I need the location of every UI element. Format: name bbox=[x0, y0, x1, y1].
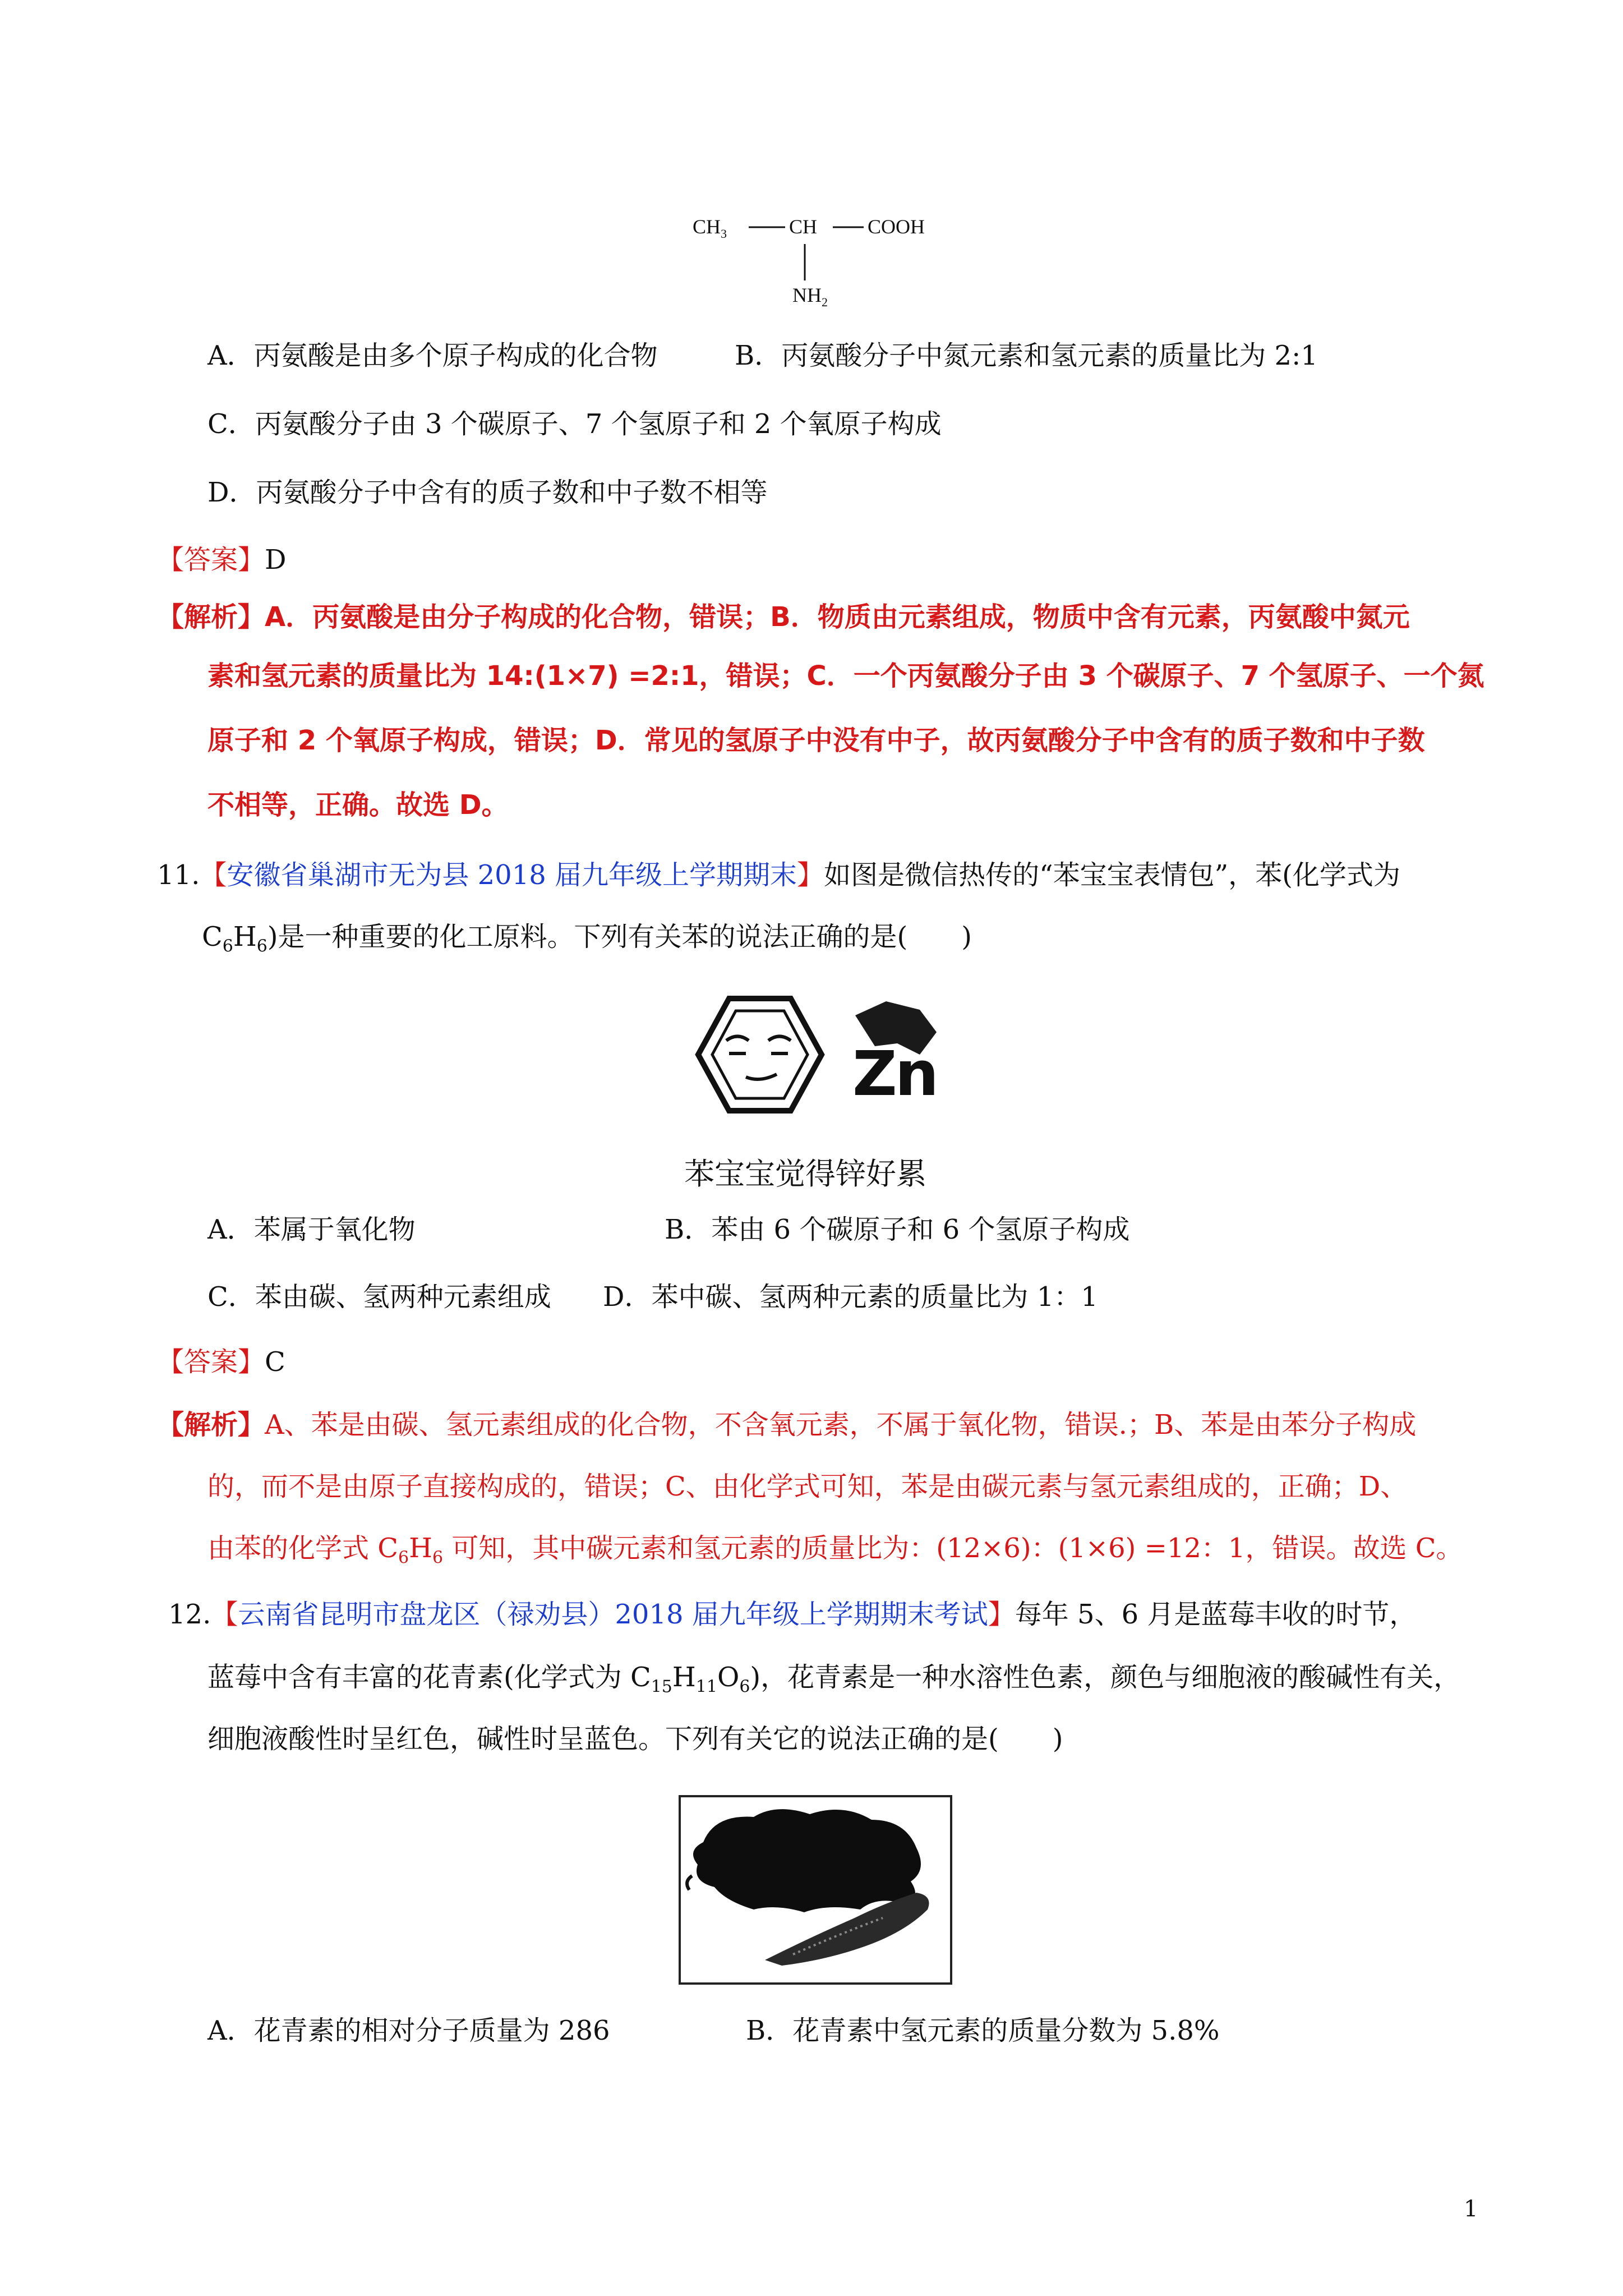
q11-option-a: A．苯属于氧化物 bbox=[208, 1214, 416, 1245]
q10-option-a: A．丙氨酸是由多个原子构成的化合物 bbox=[208, 340, 658, 371]
q11-analysis-tag: 【解析】 bbox=[157, 1409, 265, 1441]
blueberry-illustration bbox=[681, 1797, 950, 1982]
q11-analysis-line-2: 的，而不是由原子直接构成的，错误；C、由化学式可知，苯是由碳元素与氢元素组成的，正确；D、 bbox=[208, 1471, 1408, 1502]
q10-analysis-line-2: 素和氢元素的质量比为 14:(1×7) =2:1，错误；C．一个丙氨酸分子由 3 个碳原子、7 个氢原子、一个氮 bbox=[208, 660, 1484, 692]
q10-analysis-line-1: 【解析】A．丙氨酸是由分子构成的化合物，错误；B．物质由元素组成，物质中含有元素，丙氨酸中氮元 bbox=[157, 601, 1410, 633]
q10-analysis-tag: 【解析】 bbox=[157, 601, 265, 633]
q10-option-c: C．丙氨酸分子由 3 个碳原子、7 个氢原子和 2 个氧原子构成 bbox=[208, 408, 942, 440]
formula-ch3: CH bbox=[693, 215, 721, 238]
q10-analysis-line-4: 不相等，正确。故选 D。 bbox=[208, 789, 509, 821]
q12-option-a: A．花青素的相对分子质量为 286 bbox=[208, 2015, 610, 2046]
q10-answer bbox=[157, 543, 287, 577]
q11-source: 安徽省巢湖市无为县 2018 届九年级上学期期末 bbox=[227, 859, 797, 891]
q12-stem-line-1: 12.【云南省昆明市盘龙区（禄劝县）2018 届九年级上学期期末考试】每年 5、6 月是蓝莓丰收的时节， bbox=[168, 1599, 1417, 1630]
q10-analysis-line-3: 原子和 2 个氧原子构成，错误；D．常见的氢原子中没有中子，故丙氨酸分子中含有的质子数和中子数 bbox=[208, 725, 1425, 756]
q12-number: 12. bbox=[168, 1599, 211, 1630]
q11-option-b: B．苯由 6 个碳原子和 6 个氢原子构成 bbox=[665, 1214, 1130, 1245]
formula-ch: CH bbox=[789, 215, 818, 238]
q10-answer-value: D bbox=[265, 544, 287, 576]
alanine-structure bbox=[693, 210, 951, 323]
formula-ch3-sub: 3 bbox=[721, 227, 727, 241]
formula-cooh: COOH bbox=[868, 215, 925, 238]
formula-nh2: NH bbox=[792, 284, 822, 306]
page-number: 1 bbox=[1464, 2196, 1478, 2222]
q10-option-d: D．丙氨酸分子中含有的质子数和中子数不相等 bbox=[208, 477, 768, 508]
q11-analysis-line-1: 【解析】A、苯是由碳、氢元素组成的化合物，不含氧元素，不属于氧化物，错误.；B、苯是由苯分子构成 bbox=[157, 1409, 1417, 1441]
q10-option-b: B．丙氨酸分子中氮元素和氢元素的质量比为 2:1 bbox=[735, 340, 1318, 371]
q12-source: 云南省昆明市盘龙区（禄劝县）2018 届九年级上学期期末考试 bbox=[238, 1599, 988, 1630]
benzene-emoji-figure bbox=[684, 993, 953, 1144]
q11-number: 11. bbox=[157, 859, 200, 891]
q11-analysis-line-3: 由苯的化学式 $C_6H_6$ 可知，其中碳元素和氢元素的质量比为：(12×6)：(1×6) =12：1，错误。故选 C。 bbox=[208, 1533, 1463, 1568]
benzene-figure-caption: 苯宝宝觉得锌好累 bbox=[684, 1156, 926, 1191]
q12-option-b: B．花青素中氢元素的质量分数为 5.8% bbox=[746, 2015, 1220, 2046]
formula-nh2-sub: 2 bbox=[822, 295, 828, 310]
q11-answer-tag: 【答案】 bbox=[157, 1346, 265, 1378]
q11-stem-line-1: 11.【安徽省巢湖市无为县 2018 届九年级上学期期末】如图是微信热传的“苯宝宝表情包”，苯(化学式为 bbox=[157, 859, 1400, 891]
zn-label: Zn bbox=[852, 1038, 937, 1110]
q11-stem-line-2: $C_6H_6$)是一种重要的化工原料。下列有关苯的说法正确的是( ) bbox=[202, 921, 972, 956]
q11-answer-value: C bbox=[265, 1346, 285, 1378]
q12-stem-line-3: 细胞液酸性时呈红色，碱性时呈蓝色。下列有关它的说法正确的是( ) bbox=[208, 1723, 1063, 1755]
q12-stem-line-2: 蓝莓中含有丰富的花青素(化学式为 $C_{15}H_{11}O_6$)，花青素是一种水溶性色素，颜色与细胞液的酸碱性有关， bbox=[208, 1662, 1461, 1697]
blueberry-figure bbox=[679, 1795, 952, 1985]
q11-answer bbox=[157, 1345, 285, 1379]
q11-option-c: C．苯由碳、氢两种元素组成 bbox=[208, 1281, 551, 1313]
q11-option-d: D．苯中碳、氢两种元素的质量比为 1：1 bbox=[603, 1281, 1098, 1313]
q10-answer-tag: 【答案】 bbox=[157, 544, 265, 576]
